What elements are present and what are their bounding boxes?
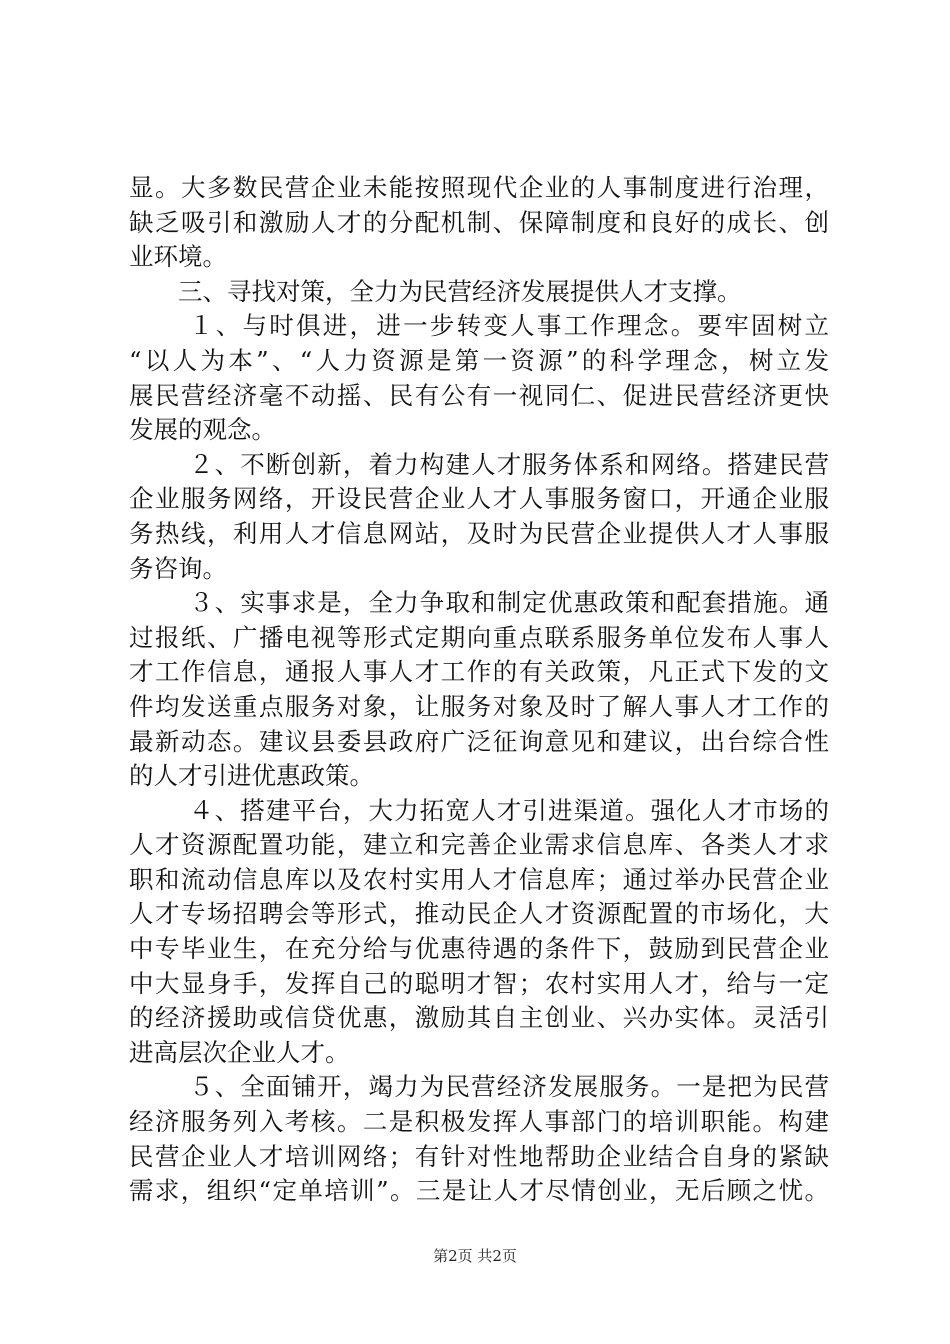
text-line: 业环境。 xyxy=(129,242,227,272)
text-line: 缺乏吸引和激励人才的分配机制、保障制度和良好的成长、创 xyxy=(129,207,829,237)
text-line: 民营企业人才培训网络；有针对性地帮助企业结合自身的紧缺 xyxy=(129,1141,829,1171)
text-line: 发展的观念。 xyxy=(129,415,276,445)
text-line: 职和流动信息库以及农村实用人才信息库；通过举办民营企业 xyxy=(129,864,829,894)
text-line: 中专毕业生，在充分给与优惠待遇的条件下，鼓励到民营企业 xyxy=(129,934,829,964)
text-line: 经济服务列入考核。二是积极发挥人事部门的培训职能。构建 xyxy=(129,1107,829,1137)
text-line: 务咨询。 xyxy=(129,553,227,583)
text-line: 过报纸、广播电视等形式定期向重点联系服务单位发布人事人 xyxy=(129,622,829,652)
text-line: 最新动态。建议县委县政府广泛征询意见和建议，出台综合性 xyxy=(129,726,829,756)
text-line: 进高层次企业人才。 xyxy=(129,1037,350,1067)
text-line: 件均发送重点服务对象，让服务对象及时了解人事人才工作的 xyxy=(129,691,829,721)
text-line: 的经济援助或信贷优惠，激励其自主创业、兴办实体。灵活引 xyxy=(129,1003,829,1033)
text-line: １、与时俱进，进一步转变人事工作理念。要牢固树立 xyxy=(189,311,829,341)
document-body xyxy=(129,171,829,1209)
text-line: 显。大多数民营企业未能按照现代企业的人事制度进行治理， xyxy=(129,173,829,202)
section-heading: 三、寻找对策，全力为民营经济发展提供人才支撑。 xyxy=(178,276,742,306)
text-line: “以人为本”、“人力资源是第一资源”的科学理念，树立发 xyxy=(129,345,829,375)
text-line: 才工作信息，通报人事人才工作的有关政策，凡正式下发的文 xyxy=(129,657,829,687)
text-line: 的人才引进优惠政策。 xyxy=(129,761,374,791)
text-line: 企业服务网络，开设民营企业人才人事服务窗口，开通企业服 xyxy=(129,484,829,514)
text-line: 需求，组织“定单培训”。三是让人才尽情创业，无后顾之忧。 xyxy=(129,1176,829,1206)
text-line: 人才资源配置功能，建立和完善企业需求信息库、各类人才求 xyxy=(129,830,829,860)
text-line: ３、实事求是，全力争取和制定优惠政策和配套措施。通 xyxy=(189,588,829,618)
text-line: 人才专场招聘会等形式，推动民企人才资源配置的市场化，大 xyxy=(129,899,829,929)
page-footer: 第2页 共2页 xyxy=(433,1247,517,1265)
text-line: 展民营经济毫不动摇、民有公有一视同仁、促进民营经济更快 xyxy=(129,380,829,410)
text-line: ５、全面铺开，竭力为民营经济发展服务。一是把为民营 xyxy=(189,1072,829,1102)
text-line: ４、搭建平台，大力拓宽人才引进渠道。强化人才市场的 xyxy=(189,795,829,825)
text-line: ２、不断创新，着力构建人才服务体系和网络。搭建民营 xyxy=(189,449,829,479)
text-line: 务热线，利用人才信息网站，及时为民营企业提供人才人事服 xyxy=(129,518,829,548)
text-line: 中大显身手，发挥自己的聪明才智；农村实用人才，给与一定 xyxy=(129,968,829,998)
